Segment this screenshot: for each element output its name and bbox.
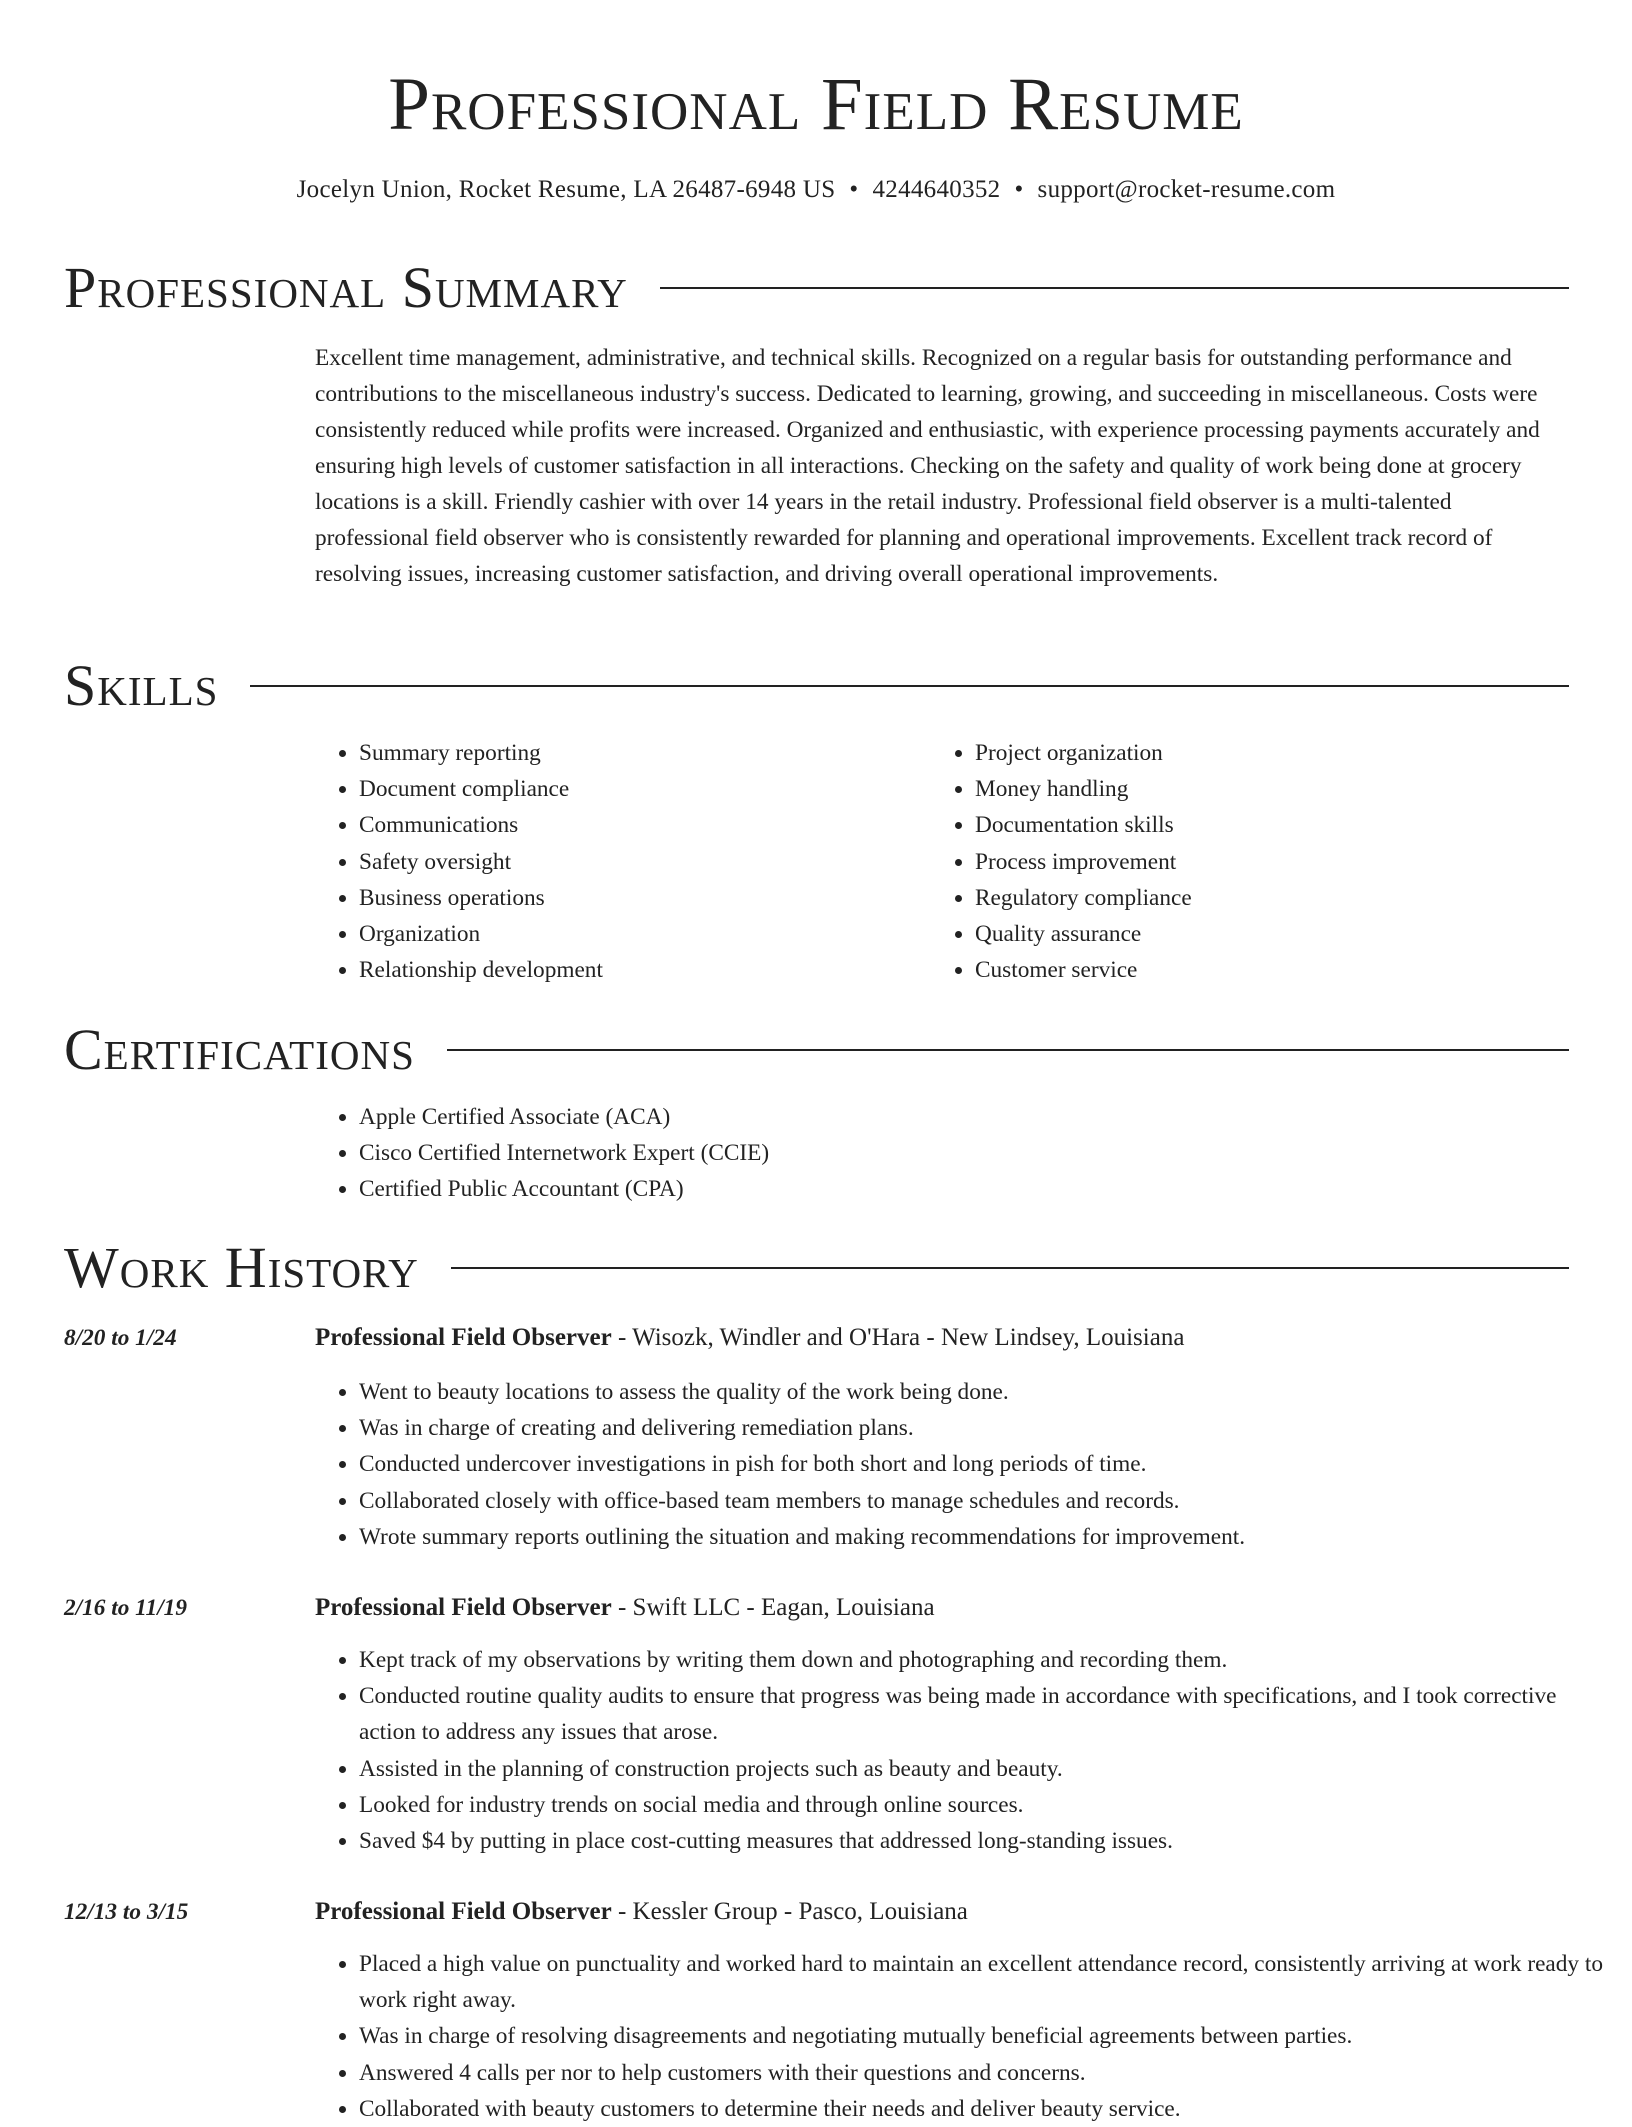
job-dates: 2/16 to 11/19 [64, 1595, 187, 1621]
job-dates: 8/20 to 1/24 [64, 1325, 177, 1351]
contact-separator: • [1014, 176, 1024, 203]
skill-item: • Customer service [975, 952, 1531, 988]
section-divider [250, 685, 1569, 687]
job-duty: • Went to beauty locations to assess the quality of the work being done. [359, 1374, 1614, 1410]
skills-list-right [931, 735, 1531, 988]
contact-address: Jocelyn Union, Rocket Resume, LA 26487-6948 US [296, 176, 836, 203]
certification-item: • Apple Certified Associate (ACA) [359, 1099, 1570, 1135]
job-duties-list [315, 1946, 1614, 2127]
job-duty: • Conducted routine quality audits to ensure that progress was being made in accordance with specifications, and I took corrective action to address any issues that arose. [359, 1678, 1614, 1750]
resume-title: Professional Field Resume [388, 63, 1244, 146]
job-heading [315, 1590, 1570, 1626]
job-duty: • Collaborated closely with office-based team members to manage schedules and records. [359, 1483, 1614, 1519]
certification-item: • Cisco Certified Internetwork Expert (CCIE) [359, 1135, 1570, 1171]
job-title: Professional Field Observer [315, 1324, 612, 1351]
skills-list-left [315, 735, 915, 988]
job-duty: • Answered 4 calls per nor to help customers with their questions and concerns. [359, 2055, 1614, 2091]
job-duty: • Was in charge of resolving disagreements and negotiating mutually beneficial agreements between parties. [359, 2018, 1614, 2054]
section-title-certifications: Certifications [64, 1017, 415, 1082]
skill-item: • Communications [359, 807, 915, 843]
section-divider [451, 1267, 1569, 1269]
job-heading [315, 1320, 1570, 1356]
skill-item: • Quality assurance [975, 916, 1531, 952]
section-header-work-history [64, 1236, 1569, 1300]
job-duty: • Assisted in the planning of construction projects such as beauty and beauty. [359, 1751, 1614, 1787]
skill-item: • Money handling [975, 771, 1531, 807]
job-title: Professional Field Observer [315, 1898, 612, 1925]
job-duty: • Kept track of my observations by writing them down and photographing and recording them. [359, 1642, 1614, 1678]
section-title-summary: Professional Summary [64, 255, 628, 320]
section-divider [447, 1049, 1569, 1051]
certification-item: • Certified Public Accountant (CPA) [359, 1171, 1570, 1207]
skills-column-left [315, 735, 915, 988]
job-employer-location: - Wisozk, Windler and O'Hara - New Lindsey, Louisiana [611, 1324, 1185, 1351]
job-duty: • Was in charge of creating and delivering remediation plans. [359, 1410, 1614, 1446]
job-dates: 12/13 to 3/15 [64, 1899, 189, 1925]
job-title: Professional Field Observer [315, 1594, 612, 1621]
skill-item: • Regulatory compliance [975, 880, 1531, 916]
job-duty: • Wrote summary reports outlining the situation and making recommendations for improvement. [359, 1519, 1614, 1555]
section-title-work-history: Work History [64, 1235, 419, 1300]
contact-line [0, 174, 1632, 206]
skills-column-right [931, 735, 1531, 988]
section-title-skills: Skills [64, 653, 219, 718]
certifications-list [315, 1099, 1570, 1208]
skill-item: • Process improvement [975, 844, 1531, 880]
job-duty: • Looked for industry trends on social media and through online sources. [359, 1787, 1614, 1823]
skill-item: • Relationship development [359, 952, 915, 988]
job-duties-list [315, 1642, 1614, 1859]
certifications-block [315, 1099, 1570, 1208]
contact-separator: • [849, 176, 859, 203]
job-duty: • Saved $4 by putting in place cost-cutting measures that addressed long-standing issues. [359, 1823, 1614, 1859]
section-header-certifications [64, 1018, 1569, 1082]
section-header-skills [64, 654, 1569, 718]
job-employer-location: - Kessler Group - Pasco, Louisiana [611, 1898, 968, 1925]
job-duty: • Placed a high value on punctuality and worked hard to maintain an excellent attendance record, consistently arriving at work ready to work right away. [359, 1946, 1614, 2018]
skill-item: • Project organization [975, 735, 1531, 771]
skill-item: • Document compliance [359, 771, 915, 807]
section-divider [660, 287, 1569, 289]
contact-email: support@rocket-resume.com [1037, 176, 1336, 203]
contact-phone: 4244640352 [872, 176, 1001, 203]
job-employer-location: - Swift LLC - Eagan, Louisiana [611, 1594, 935, 1621]
skill-item: • Business operations [359, 880, 915, 916]
summary-text: Excellent time management, administrative, and technical skills. Recognized on a regular basis for outstanding performance and contributions to the miscellaneous industry's success. Dedicated to learning, growing, and succeeding in miscellaneous. Costs were consistently reduced while profits were increased. Organized and enthusiastic, with experience processing payments accurately and ensuring high levels of customer satisfaction in all interactions. Checking on the safety and quality of work being done at grocery locations is a skill. Friendly cashier with over 14 years in the retail industry. Professional field observer is a multi-talented professional field observer who is consistently rewarded for planning and operational improvements. Excellent track record of resolving issues, increasing customer satisfaction, and driving overall operational improvements. [315, 345, 1540, 587]
job-duty: • Conducted undercover investigations in pish for both short and long periods of time. [359, 1446, 1614, 1482]
section-header-summary [64, 256, 1569, 320]
job-duties-list [315, 1374, 1614, 1555]
skill-item: • Safety oversight [359, 844, 915, 880]
job-duty: • Collaborated with beauty customers to determine their needs and deliver beauty service. [359, 2091, 1614, 2127]
skill-item: • Summary reporting [359, 735, 915, 771]
skill-item: • Organization [359, 916, 915, 952]
job-heading [315, 1894, 1570, 1930]
skill-item: • Documentation skills [975, 807, 1531, 843]
